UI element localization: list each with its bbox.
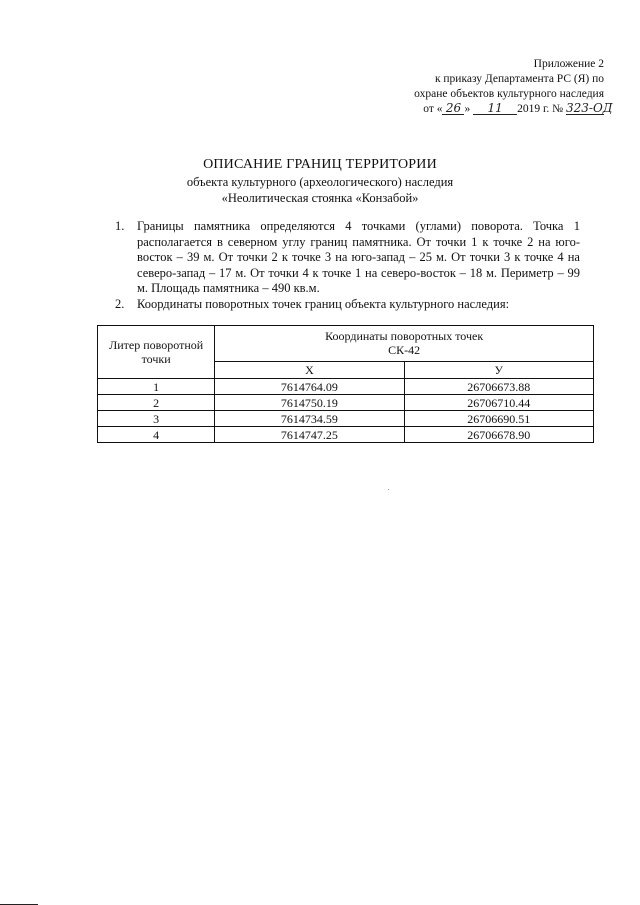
date-prefix: от « [423,103,443,115]
document-title [0,156,640,206]
appendix-header [344,57,613,117]
list-item-text: Границы памятника определяются 4 точками (углами) поворота. Точка 1 располагается в северном углу границ памятника. От точки 1 к точке 2 на юго-восток – 39 м. От точки 2 к точке 3 на юго-запад – 25 м. От точки 3 к точке 4 на северо-запад – 17 м. От точки 4 к точке 1 на северо-восток – 18 м. Периметр – 99 м. Площадь памятника – 490 кв.м. [137,219,580,295]
cell-x: 7614734.59 [215,411,404,427]
coordinates-table [97,325,594,443]
table-row [98,395,594,411]
list-item-number: 2. [115,296,125,311]
cell-x: 7614750.19 [215,395,404,411]
department-name: охране объектов культурного наследия [414,88,604,100]
handwritten-month: 11 [473,102,517,115]
cell-point: 4 [98,427,215,443]
cell-y: 26706673.88 [404,379,593,395]
appendix-label: Приложение 2 [533,58,604,70]
coordinates-header-title: Координаты поворотных точек [325,329,484,344]
date-year: 2019 г. № [517,103,564,115]
column-header-y: У [404,361,593,378]
cell-x: 7614747.25 [215,427,404,443]
cell-x: 7614764.09 [215,379,404,395]
handwritten-day: 26 [442,102,464,115]
list-item [115,219,580,297]
title-object-type: объекта культурного (археологического) наследия [186,175,454,189]
title-object-name: «Неолитическая стоянка «Конзабой» [221,191,419,205]
cell-y: 26706690.51 [404,411,593,427]
scan-speck [388,489,389,490]
table-row [98,411,594,427]
list-item [115,297,580,313]
order-date-line [344,101,613,117]
list-item-text: Координаты поворотных точек границ объекта культурного наследия: [137,296,510,311]
cell-point: 2 [98,395,215,411]
table-header-row [98,326,594,362]
column-header-coordinates [215,326,594,362]
list-item-number: 1. [115,219,125,233]
table-row [98,379,594,395]
coordinate-system-label: СК-42 [388,343,421,358]
cell-point: 1 [98,379,215,395]
handwritten-order-number: 323-ОД [566,101,613,115]
cell-point: 3 [98,411,215,427]
cell-y: 26706710.44 [404,395,593,411]
title-main: ОПИСАНИЕ ГРАНИЦ ТЕРРИТОРИИ [203,157,437,172]
order-reference: к приказу Департамента РС (Я) по [434,73,604,85]
table-row [98,427,594,443]
column-header-x: Х [215,361,404,378]
description-list [115,219,580,312]
date-mid: » [464,103,471,115]
column-header-liter: Литер поворотной точки [98,326,215,379]
cell-y: 26706678.90 [404,427,593,443]
